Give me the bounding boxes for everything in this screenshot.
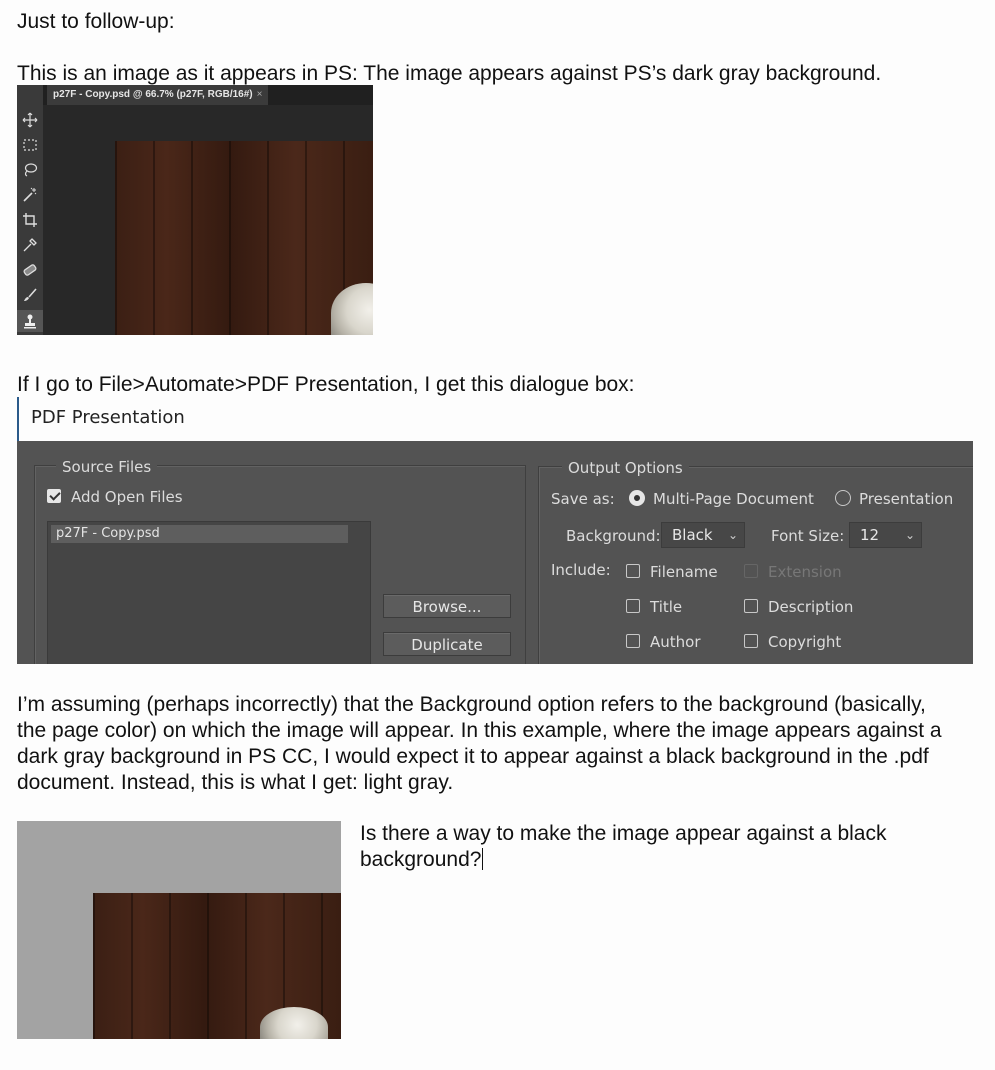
font-size-select[interactable] — [849, 522, 922, 548]
photo-hair — [260, 1007, 328, 1039]
automate-description: If I go to File>Automate>PDF Presentation, I get this dialogue box: — [17, 373, 635, 396]
ps-document-tab-title: p27F - Copy.psd @ 66.7% (p27F, RGB/16#) — [53, 89, 253, 100]
presentation-radio[interactable] — [835, 490, 851, 506]
pdf-presentation-dialog — [17, 441, 973, 664]
multi-page-document-label: Multi-Page Document — [653, 490, 814, 508]
dialog-title: PDF Presentation — [31, 407, 185, 428]
dialog-title-bar — [17, 397, 975, 441]
description-label: Description — [768, 598, 854, 616]
save-as-label: Save as: — [551, 490, 615, 508]
author-label: Author — [650, 633, 701, 651]
extension-checkbox — [744, 564, 758, 578]
presentation-label: Presentation — [859, 490, 954, 508]
title-label: Title — [650, 598, 683, 616]
pdf-result-screenshot — [17, 821, 341, 1039]
add-open-files-checkbox[interactable] — [47, 489, 61, 503]
background-label: Background: — [566, 527, 661, 545]
copyright-checkbox[interactable] — [744, 634, 758, 648]
multi-page-document-radio[interactable] — [629, 490, 645, 506]
include-label: Include: — [551, 561, 611, 579]
ps-document-tab[interactable] — [47, 85, 268, 105]
title-checkbox[interactable] — [626, 599, 640, 613]
copyright-label: Copyright — [768, 633, 842, 651]
chevron-down-icon: ⌄ — [904, 528, 915, 542]
background-select[interactable] — [661, 522, 745, 548]
lasso-tool-icon[interactable] — [17, 159, 43, 181]
marquee-tool-icon[interactable] — [17, 134, 43, 156]
background-select-value: Black — [672, 526, 713, 544]
author-checkbox[interactable] — [626, 634, 640, 648]
question-text-content: Is there a way to make the image appear against a black background? — [360, 822, 887, 871]
font-size-label: Font Size: — [771, 527, 845, 545]
tab-close-icon[interactable]: × — [256, 89, 263, 100]
browse-button[interactable]: Browse... — [383, 594, 511, 618]
crop-tool-icon[interactable] — [17, 209, 43, 231]
duplicate-button[interactable]: Duplicate — [383, 632, 511, 656]
description-checkbox[interactable] — [744, 599, 758, 613]
source-files-label: Source Files — [56, 458, 157, 476]
text-cursor — [482, 848, 483, 870]
add-open-files-label: Add Open Files — [71, 488, 183, 506]
ps-document-tabbar — [43, 85, 373, 105]
assumption-paragraph: I’m assuming (perhaps incorrectly) that the Background option refers to the background (basically, the page color) on which the image will appear. In this example, where the image appears against a dark gray background in PS CC, I would expect it to appear against a black background in the .pdf document. Instead, this is what I get: light gray. — [17, 693, 942, 794]
ps-canvas — [43, 105, 373, 335]
output-options-label: Output Options — [562, 459, 689, 477]
filename-label: Filename — [650, 563, 718, 581]
move-tool-icon[interactable] — [17, 109, 43, 131]
source-files-list[interactable] — [47, 521, 371, 664]
intro-line-1: Just to follow-up: — [17, 10, 175, 33]
magic-wand-tool-icon[interactable] — [17, 184, 43, 206]
eyedropper-tool-icon[interactable] — [17, 234, 43, 256]
extension-label: Extension — [768, 563, 842, 581]
clone-stamp-tool-icon[interactable] — [17, 310, 43, 332]
healing-brush-tool-icon[interactable] — [17, 259, 43, 281]
ps-toolbar — [17, 85, 43, 335]
photoshop-screenshot — [17, 85, 373, 335]
brush-tool-icon[interactable] — [17, 284, 43, 306]
intro-line-2: This is an image as it appears in PS: The image appears against PS’s dark gray background. — [17, 62, 882, 85]
font-size-select-value: 12 — [860, 526, 880, 544]
question-text — [360, 821, 970, 873]
list-item[interactable]: p27F - Copy.psd — [51, 525, 348, 543]
filename-checkbox[interactable] — [626, 564, 640, 578]
chevron-down-icon: ⌄ — [727, 528, 738, 542]
